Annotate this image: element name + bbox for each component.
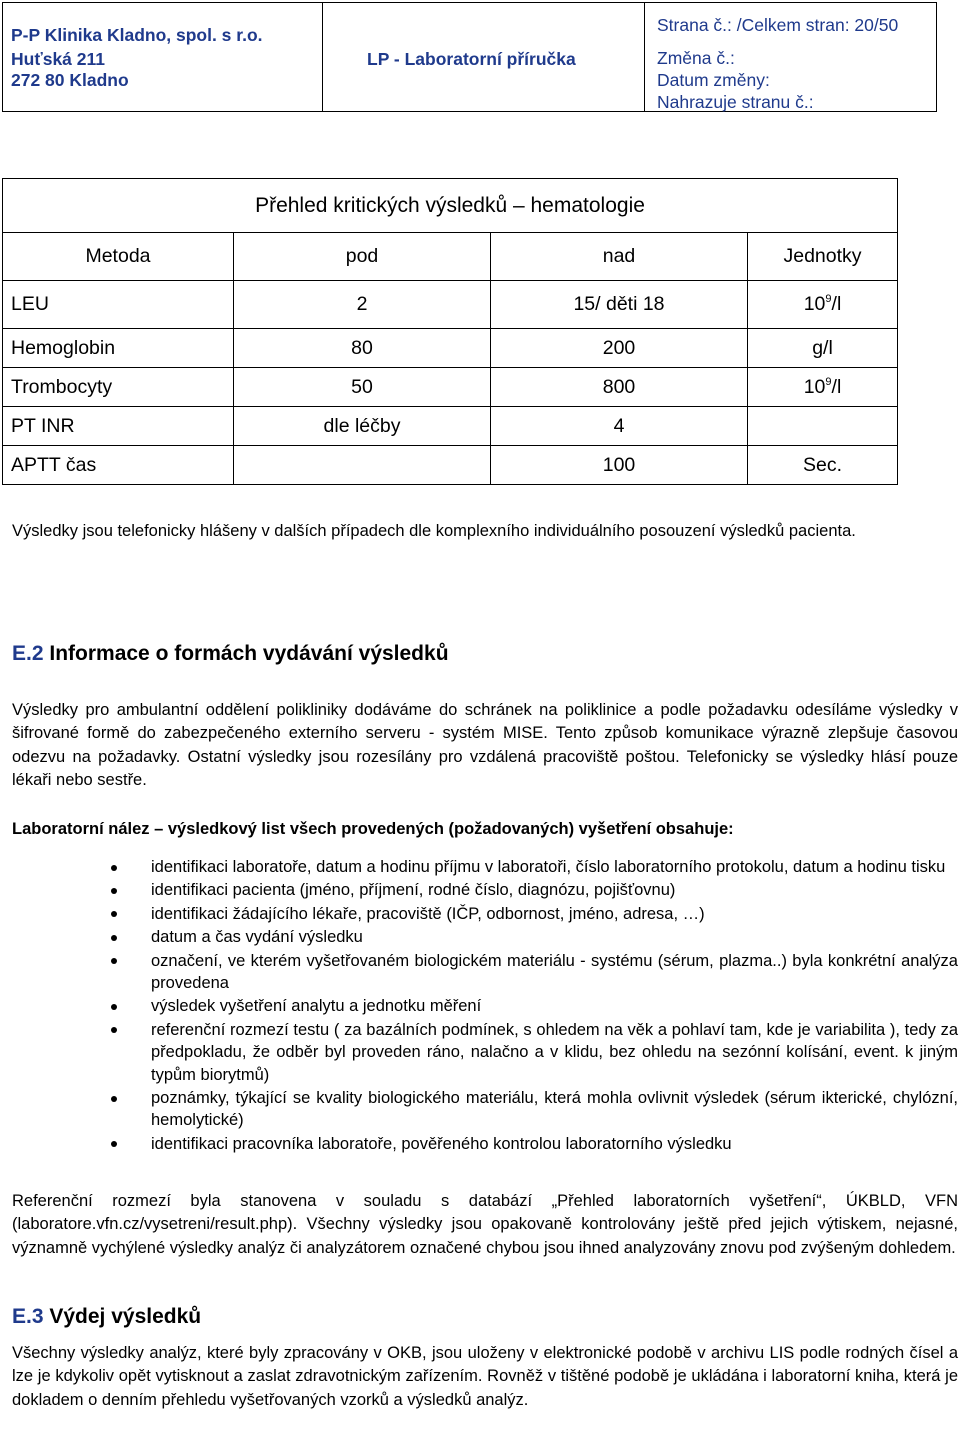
cell-pod bbox=[234, 446, 491, 485]
header-title-cell bbox=[323, 3, 645, 111]
table-row bbox=[3, 281, 898, 329]
cell-unit bbox=[748, 329, 898, 368]
table-row bbox=[3, 329, 898, 368]
result-sheet-contents-list bbox=[0, 856, 958, 1156]
unit-tail: /l bbox=[831, 293, 842, 315]
cell-nad: 100 bbox=[491, 446, 748, 485]
section-e3-title: Výdej výsledků bbox=[43, 1305, 202, 1328]
section-e2-heading bbox=[12, 642, 449, 666]
section-e2-title: Informace o formách vydávání výsledků bbox=[43, 642, 449, 665]
org-name: P-P Klinika Kladno, spol. s r.o. bbox=[11, 25, 263, 45]
table-title-row bbox=[3, 179, 898, 233]
column-header-pod: pod bbox=[234, 233, 491, 281]
section-e3-heading bbox=[12, 1305, 201, 1329]
table-row bbox=[3, 407, 898, 446]
table-row bbox=[3, 446, 898, 485]
replaces-page: Nahrazuje stranu č.: bbox=[657, 92, 814, 112]
unit-tail: /l bbox=[831, 375, 842, 398]
list-item: identifikaci pacienta (jméno, příjmení, rodné číslo, diagnózu, pojišťovnu) bbox=[0, 879, 958, 901]
column-header-metoda: Metoda bbox=[3, 233, 234, 281]
result-sheet-lead: Laboratorní nález – výsledkový list všech provedených (požadovaných) vyšetření obsahuje: bbox=[12, 820, 734, 838]
document-header bbox=[2, 2, 937, 112]
cell-unit bbox=[748, 407, 898, 446]
list-item: označení, ve kterém vyšetřovaném biologickém materiálu - systému (sérum, plazma..) byla konkrétní analýza provedena bbox=[0, 950, 958, 995]
unit-base: 10 bbox=[803, 293, 826, 315]
cell-metoda: Trombocyty bbox=[3, 368, 234, 407]
change-number: Změna č.: bbox=[657, 48, 735, 68]
unit-base: Sec. bbox=[802, 453, 843, 476]
section-e2-paragraph: Výsledky pro ambulantní oddělení polikliniky dodáváme do schránek na poliklinice a podle požadavku odesíláme výsledky v šifrované formě do zabezpečeného externího serveru - systém MISE. Tento způsob komunikace výrazně zlepšuje časovou odezvu na požadavky. Ostatní výsledky jsou rozesílány pro vzdálená pracoviště poštou. Telefonicky se výsledky hlásí pouze lékaři nebo sestře. bbox=[12, 701, 958, 790]
list-item: referenční rozmezí testu ( za bazálních podmínek, s ohledem na věk a pohlaví tam, kde je variabilita ), tedy za předpokladu, že odběr byl proveden ráno, nalačno a v klidu, bez ohledu na sezónní kolísání, event. k jiným typům biorytmů) bbox=[0, 1019, 958, 1086]
table-header-row bbox=[3, 233, 898, 281]
cell-metoda: APTT čas bbox=[3, 446, 234, 485]
cell-unit bbox=[748, 446, 898, 485]
org-city: 272 80 Kladno bbox=[11, 70, 129, 90]
change-date: Datum změny: bbox=[657, 70, 770, 90]
section-e2-number: E.2 bbox=[12, 642, 44, 665]
cell-pod: dle léčby bbox=[234, 407, 491, 446]
header-page-info bbox=[645, 3, 936, 111]
cell-metoda: LEU bbox=[3, 281, 234, 329]
section-e3-paragraph: Všechny výsledky analýz, které byly zpracovány v OKB, jsou uloženy v elektronické podobě v archivu LIS podle rodných čísel a lze je kdykoliv opět vytisknout a zaslat zdravotnickým zařízením. Rovněž v tištěné podobě je ukládána i laboratorní kniha, která je dokladem o denním přehledu vyšetřovaných vzorků a výsledků analýz. bbox=[12, 1344, 958, 1409]
cell-nad: 4 bbox=[491, 407, 748, 446]
unit-base: g/l bbox=[812, 336, 833, 359]
list-item: datum a čas vydání výsledku bbox=[0, 926, 958, 948]
phone-report-note: Výsledky jsou telefonicky hlášeny v dalších případech dle komplexního individuálního posouzení výsledků pacienta. bbox=[12, 522, 856, 540]
table-title: Přehled kritických výsledků – hematologie bbox=[3, 179, 898, 233]
list-item: identifikaci žádajícího lékaře, pracoviště (IČP, odbornost, jméno, adresa, …) bbox=[0, 903, 958, 925]
cell-unit bbox=[748, 281, 898, 329]
list-item: identifikaci laboratoře, datum a hodinu příjmu v laboratoři, číslo laboratorního protokolu, datum a hodinu tisku bbox=[0, 856, 958, 878]
cell-metoda: PT INR bbox=[3, 407, 234, 446]
list-item: poznámky, týkající se kvality biologického materiálu, která mohla ovlivnit výsledek (sérum ikterické, chylózní, hemolytické) bbox=[0, 1087, 958, 1132]
section-e3-number: E.3 bbox=[12, 1305, 44, 1328]
unit-exponent: 9 bbox=[825, 375, 832, 388]
header-title: LP - Laboratorní příručka bbox=[367, 49, 576, 69]
cell-nad: 800 bbox=[491, 368, 748, 407]
column-header-jednotky: Jednotky bbox=[748, 233, 898, 281]
reference-range-paragraph: Referenční rozmezí byla stanovena v souladu s databází „Přehled laboratorních vyšetření“, ÚKBLD, VFN (laboratore.vfn.cz/vysetreni/result.php). Všechny výsledky jsou opakovaně kontrolovány ještě před jejich výtiskem, nejasné, významně vychýlené výsledky analýz či analyzátorem označené chybou jsou ihned analyzovány znovu pod zvýšeným dohledem. bbox=[12, 1192, 958, 1257]
list-item: identifikaci pracovníka laboratoře, pověřeného kontrolou laboratorního výsledku bbox=[0, 1133, 958, 1155]
cell-pod: 80 bbox=[234, 329, 491, 368]
column-header-nad: nad bbox=[491, 233, 748, 281]
cell-nad: 200 bbox=[491, 329, 748, 368]
cell-nad: 15/ děti 18 bbox=[491, 281, 748, 329]
page-number: Strana č.: /Celkem stran: 20/50 bbox=[657, 15, 899, 35]
unit-exponent: 9 bbox=[825, 293, 832, 305]
org-street: Huťská 211 bbox=[11, 49, 106, 69]
unit-base: 10 bbox=[803, 375, 826, 398]
critical-results-table bbox=[2, 178, 898, 485]
cell-metoda: Hemoglobin bbox=[3, 329, 234, 368]
cell-pod: 50 bbox=[234, 368, 491, 407]
header-organization bbox=[3, 3, 323, 111]
cell-unit bbox=[748, 368, 898, 407]
table-row bbox=[3, 368, 898, 407]
list-item: výsledek vyšetření analytu a jednotku měření bbox=[0, 995, 958, 1017]
cell-pod: 2 bbox=[234, 281, 491, 329]
